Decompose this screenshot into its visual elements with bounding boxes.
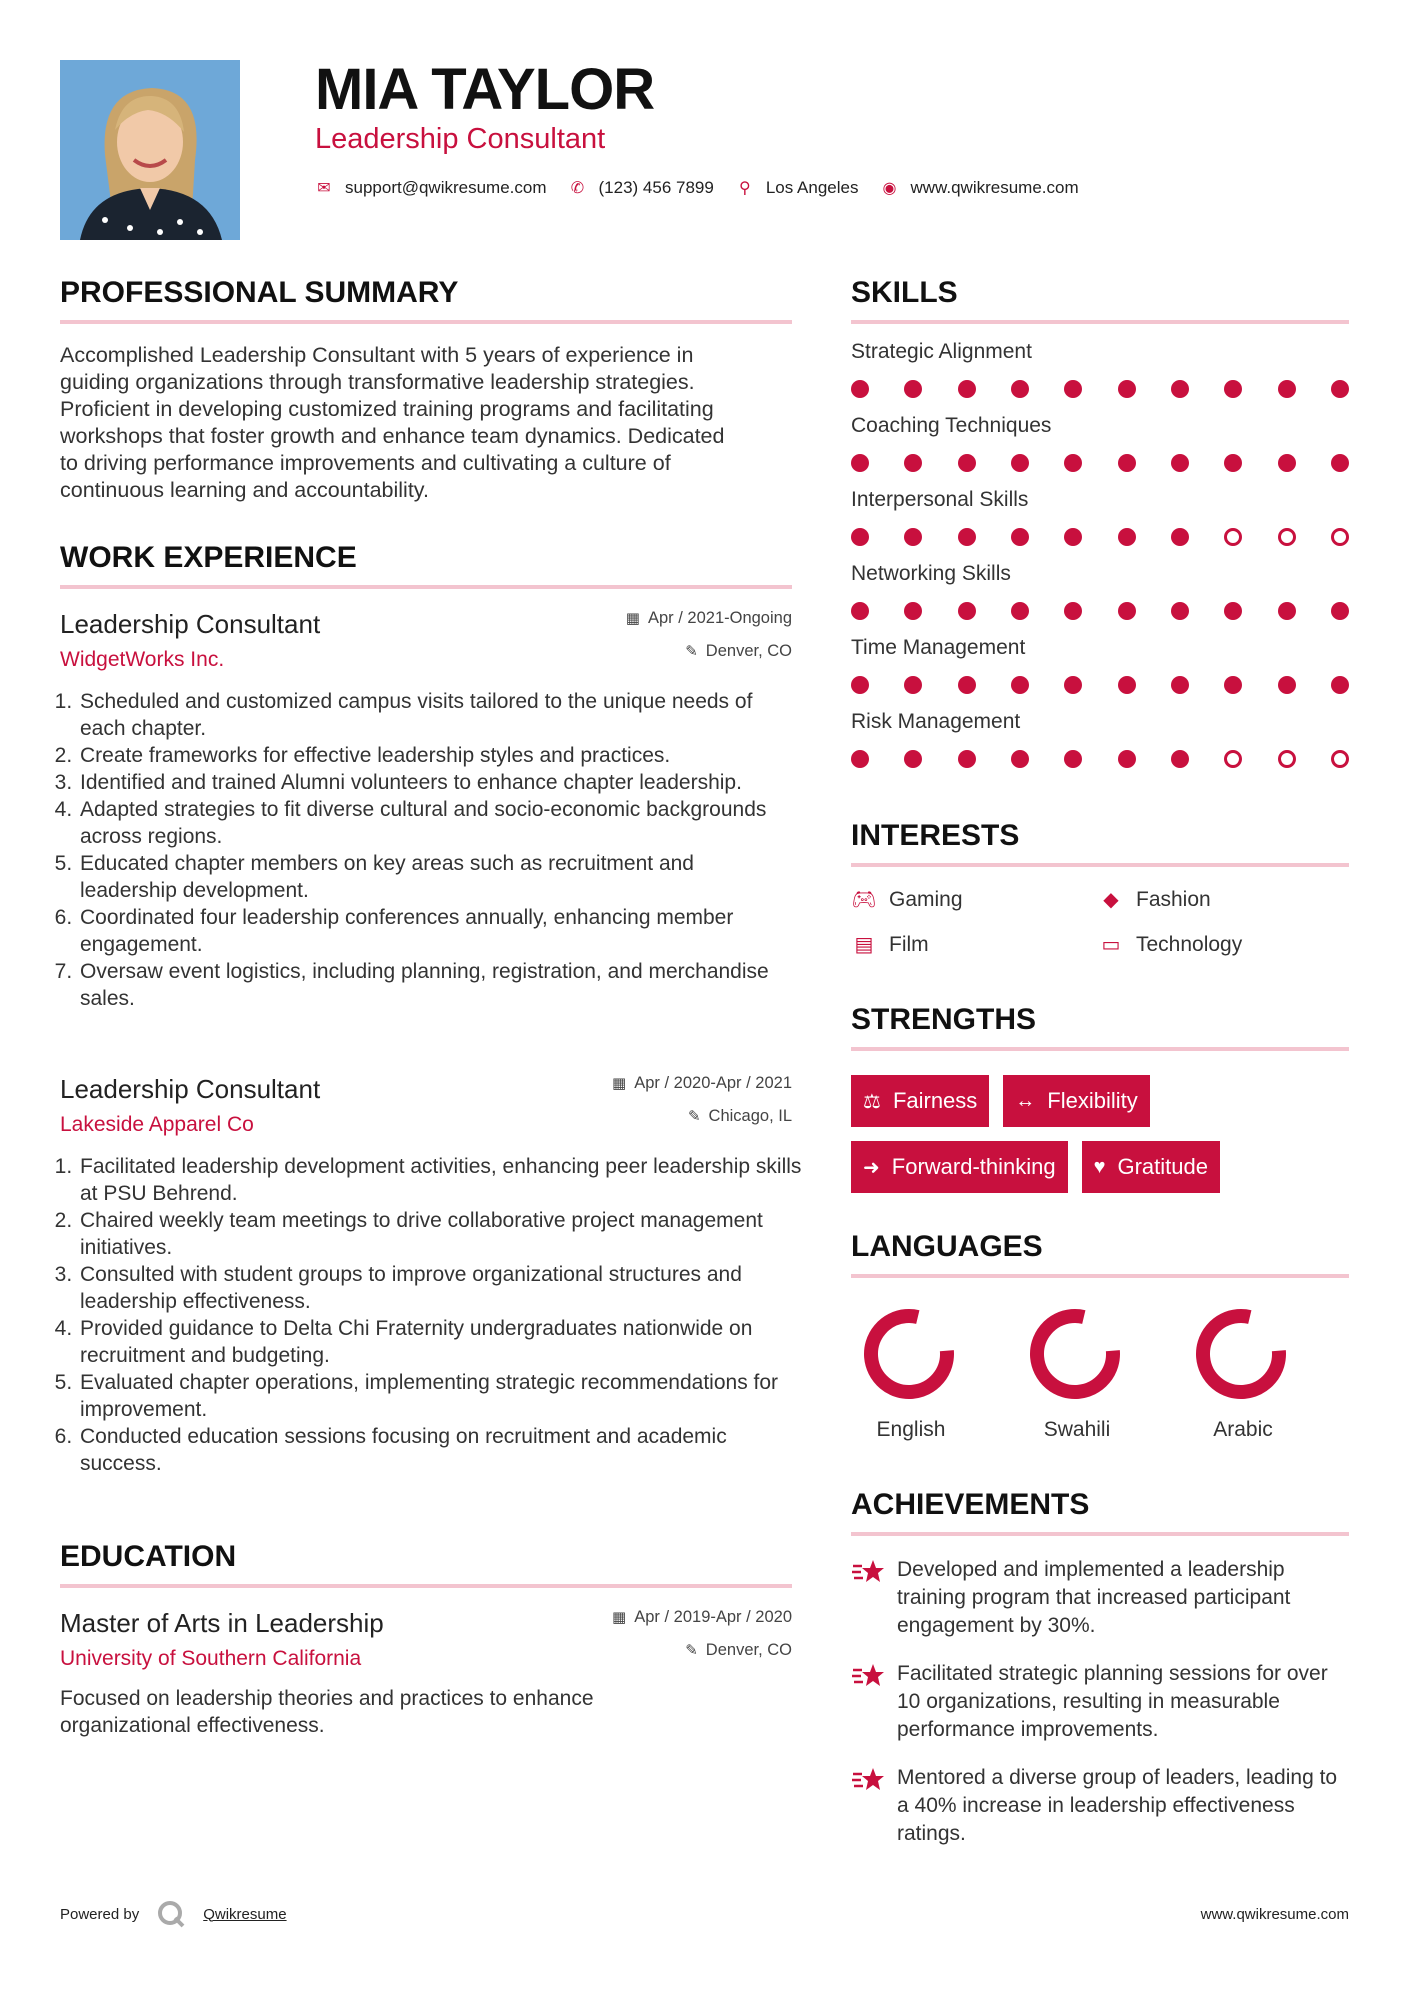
phone-icon: ✆ xyxy=(570,180,585,197)
rating-dot-filled xyxy=(958,602,976,620)
rating-dot-empty xyxy=(1331,750,1349,768)
skill-name: Interpersonal Skills xyxy=(851,488,1029,511)
rating-dot-filled xyxy=(904,676,922,694)
rating-dot-filled xyxy=(1278,676,1296,694)
rating-dot-filled xyxy=(1278,380,1296,398)
skill-name: Coaching Techniques xyxy=(851,414,1052,437)
balance-scale-icon: ⚖ xyxy=(863,1090,881,1113)
achievement-item xyxy=(851,1556,1349,1640)
job-bullet: 6. Conducted education sessions focusing on recruitment and academic success. xyxy=(78,1423,808,1477)
languages-heading: LANGUAGES xyxy=(851,1230,1349,1278)
skill-name: Strategic Alignment xyxy=(851,340,1032,363)
rating-dot-filled xyxy=(1118,528,1136,546)
language-gauge xyxy=(859,1304,959,1404)
language-item xyxy=(1183,1304,1349,1442)
rating-dot-filled xyxy=(904,454,922,472)
rating-dot-filled xyxy=(1331,454,1349,472)
job-bullet: 1. Scheduled and customized campus visits tailored to the unique needs of each chapter. xyxy=(78,688,778,742)
rating-dot-empty xyxy=(1331,528,1349,546)
job-title: Leadership Consultant xyxy=(60,1074,321,1104)
summary-line: to driving performance improvements and cultivating a culture of xyxy=(60,451,671,475)
summary-line: Proficient in developing customized training programs and facilitating xyxy=(60,397,714,421)
interest-label: Fashion xyxy=(1136,887,1211,911)
achievement-item xyxy=(851,1660,1349,1744)
strength-chip xyxy=(851,1075,989,1127)
interest-item xyxy=(851,932,1098,957)
job-bullet: 1. Facilitated leadership development activities, enhancing peer leadership skills at PSU Behrend. xyxy=(78,1153,808,1207)
arrow-right-icon: ➜ xyxy=(863,1156,880,1179)
rating-dot-filled xyxy=(851,528,869,546)
job-bullet: 2. Create frameworks for effective leadership styles and practices. xyxy=(78,742,778,769)
rating-dot-filled xyxy=(1011,750,1029,768)
rating-dot-filled xyxy=(1171,454,1189,472)
rating-dot-filled xyxy=(1224,454,1242,472)
rating-dot-filled xyxy=(1118,602,1136,620)
job-bullet: 5. Educated chapter members on key areas such as recruitment and leadership development. xyxy=(78,850,778,904)
interests-section xyxy=(851,819,1349,957)
arrows-horizontal-icon: ↔ xyxy=(1015,1089,1036,1112)
job-location: Chicago, IL xyxy=(708,1107,792,1125)
pin-icon: ✎ xyxy=(685,1642,698,1659)
language-name: English xyxy=(876,1418,946,1441)
interests-heading: INTERESTS xyxy=(851,819,1349,867)
job-bullet: 4. Provided guidance to Delta Chi Fraternity undergraduates nationwide on recruitment and budgeting. xyxy=(78,1315,808,1369)
calendar-icon: ▦ xyxy=(625,610,640,627)
calendar-icon: ▦ xyxy=(612,1609,627,1626)
language-name: Arabic xyxy=(1213,1418,1273,1441)
job-bullet: 6. Coordinated four leadership conferences annually, enhancing member engagement. xyxy=(78,904,778,958)
footer xyxy=(60,1900,1349,1928)
rating-dot-filled xyxy=(1171,750,1189,768)
rating-dot-filled xyxy=(958,454,976,472)
shooting-star-icon xyxy=(851,1660,885,1690)
skill-name: Time Management xyxy=(851,636,1026,659)
school-name: University of Southern California xyxy=(60,1647,362,1670)
contact-phone[interactable]: (123) 456 7899 xyxy=(598,178,714,197)
job-company: Lakeside Apparel Co xyxy=(60,1113,254,1136)
profile-photo xyxy=(60,60,240,240)
rating-dot-filled xyxy=(1064,528,1082,546)
achievements-section xyxy=(851,1488,1349,1848)
interest-item xyxy=(1098,932,1348,957)
education-dates: Apr / 2019-Apr / 2020 xyxy=(634,1608,792,1626)
rating-dot-filled xyxy=(1118,454,1136,472)
strength-label: Flexibility xyxy=(1047,1088,1138,1113)
skills-list xyxy=(851,340,1349,768)
qwikresume-logo-icon xyxy=(157,1900,185,1928)
summary-section xyxy=(60,276,792,504)
rating-dot-filled xyxy=(1011,602,1029,620)
interest-label: Film xyxy=(889,932,929,956)
summary-line: workshops that foster growth and enhance team dynamics. Dedicated xyxy=(60,424,725,448)
interest-item xyxy=(1098,887,1348,912)
job-bullet: 5. Evaluated chapter operations, implementing strategic recommendations for improvement. xyxy=(78,1369,808,1423)
language-gauge-arc xyxy=(1034,1313,1116,1395)
rating-dot-filled xyxy=(1011,676,1029,694)
contact-bar xyxy=(315,178,1101,198)
rating-dot-filled xyxy=(904,602,922,620)
rating-dot-filled xyxy=(1278,602,1296,620)
rating-dot-filled xyxy=(1118,750,1136,768)
strength-label: Fairness xyxy=(892,1088,978,1113)
summary-line: guiding organizations through transformative leadership strategies. xyxy=(60,370,695,394)
job-dates: Apr / 2020-Apr / 2021 xyxy=(634,1074,792,1092)
skill-name: Networking Skills xyxy=(851,562,1011,585)
calendar-icon: ▦ xyxy=(612,1075,627,1092)
language-gauge xyxy=(1191,1304,1291,1404)
candidate-title: Leadership Consultant xyxy=(315,123,606,155)
education-heading: EDUCATION xyxy=(60,1540,792,1588)
interest-label: Technology xyxy=(1136,932,1243,956)
rating-dot-filled xyxy=(904,750,922,768)
job-entry xyxy=(60,609,792,1012)
rating-dot-filled xyxy=(1118,676,1136,694)
job-dates: Apr / 2021-Ongoing xyxy=(647,609,792,627)
job-bullet: 7. Oversaw event logistics, including planning, registration, and merchandise sales. xyxy=(78,958,778,1012)
rating-dot-filled xyxy=(851,454,869,472)
rating-dot-filled xyxy=(851,602,869,620)
laptop-icon: ▭ xyxy=(1101,934,1121,956)
education-location: Denver, CO xyxy=(705,1641,792,1659)
education-description: Focused on leadership theories and practices to enhance organizational effectiveness. xyxy=(60,1687,594,1737)
job-title: Leadership Consultant xyxy=(60,609,321,639)
rating-dot-filled xyxy=(1118,380,1136,398)
interest-label: Gaming xyxy=(889,887,963,911)
rating-dot-filled xyxy=(1064,676,1082,694)
rating-dot-empty xyxy=(1224,528,1242,546)
skills-section xyxy=(851,276,1349,768)
pin-icon: ✎ xyxy=(687,1108,701,1125)
rating-dot-filled xyxy=(958,676,976,694)
job-entry xyxy=(60,1074,802,1477)
rating-dot-filled xyxy=(1224,602,1242,620)
rating-dot-filled xyxy=(1011,454,1029,472)
degree-title: Master of Arts in Leadership xyxy=(60,1608,384,1638)
pin-icon: ✎ xyxy=(685,643,698,660)
strength-chip xyxy=(1003,1075,1149,1127)
language-item xyxy=(851,1304,1017,1442)
film-icon: ▤ xyxy=(854,934,874,956)
skill-item xyxy=(851,488,1349,546)
summary-line: continuous learning and accountability. xyxy=(60,478,429,502)
rating-dot-filled xyxy=(1331,602,1349,620)
rating-dot-filled xyxy=(1064,602,1082,620)
strength-chip xyxy=(851,1141,1068,1193)
shooting-star-icon xyxy=(851,1764,885,1794)
map-pin-icon: ⚲ xyxy=(738,180,751,197)
job-bullets xyxy=(60,1153,808,1477)
skill-rating xyxy=(851,676,1349,694)
job-company: WidgetWorks Inc. xyxy=(60,648,225,671)
rating-dot-filled xyxy=(1224,676,1242,694)
skill-item xyxy=(851,562,1349,620)
skill-item xyxy=(851,414,1349,472)
education-section xyxy=(60,1540,792,1739)
contact-location: Los Angeles xyxy=(765,178,859,197)
shooting-star-icon xyxy=(851,1556,885,1586)
powered-by-label: Powered by xyxy=(60,1905,140,1923)
experience-section xyxy=(60,541,792,1012)
rating-dot-filled xyxy=(1171,602,1189,620)
gamepad-icon: 🎮︎ xyxy=(851,889,877,911)
language-item xyxy=(1017,1304,1183,1442)
summary-heading: PROFESSIONAL SUMMARY xyxy=(60,276,792,324)
strength-label: Forward-thinking xyxy=(891,1154,1056,1179)
rating-dot-filled xyxy=(1171,676,1189,694)
contact-website[interactable]: www.qwikresume.com xyxy=(910,178,1079,197)
rating-dot-filled xyxy=(1011,528,1029,546)
candidate-name: MIA TAYLOR xyxy=(315,57,655,122)
rating-dot-empty xyxy=(1278,750,1296,768)
language-name: Swahili xyxy=(1043,1418,1111,1441)
rating-dot-filled xyxy=(1064,454,1082,472)
rating-dot-filled xyxy=(1171,380,1189,398)
qwikresume-link[interactable]: Qwikresume xyxy=(203,1905,287,1923)
rating-dot-filled xyxy=(1331,676,1349,694)
languages-section xyxy=(851,1230,1349,1442)
language-gauge xyxy=(1025,1304,1125,1404)
contact-email[interactable]: support@qwikresume.com xyxy=(345,178,547,197)
globe-icon: ◉ xyxy=(882,180,897,197)
interest-item xyxy=(851,887,1098,912)
job-bullet: 2. Chaired weekly team meetings to drive collaborative project management initiatives. xyxy=(78,1207,808,1261)
job-bullets xyxy=(60,688,778,1012)
skills-heading: SKILLS xyxy=(851,276,1349,324)
rating-dot-filled xyxy=(958,380,976,398)
achievement-text: Mentored a diverse group of leaders, leading to a 40% increase in leadership effectiveness ratings. xyxy=(897,1766,1338,1845)
skill-rating xyxy=(851,454,1349,472)
achievement-text: Facilitated strategic planning sessions for over 10 organizations, resulting in measurable performance improvements. xyxy=(897,1662,1328,1741)
rating-dot-filled xyxy=(904,380,922,398)
rating-dot-filled xyxy=(958,750,976,768)
skill-rating xyxy=(851,602,1349,620)
achievements-heading: ACHIEVEMENTS xyxy=(851,1488,1349,1536)
rating-dot-filled xyxy=(1064,380,1082,398)
shopping-bag-icon: ◆ xyxy=(1103,889,1119,911)
job-location: Denver, CO xyxy=(705,642,792,660)
job-bullet: 3. Consulted with student groups to improve organizational structures and leadership effectiveness. xyxy=(78,1261,808,1315)
skill-name: Risk Management xyxy=(851,710,1021,733)
achievement-text: Developed and implemented a leadership training program that increased participant engagement by 30%. xyxy=(897,1558,1291,1637)
interests-list xyxy=(851,887,1349,957)
rating-dot-filled xyxy=(851,676,869,694)
rating-dot-filled xyxy=(1011,380,1029,398)
languages-list xyxy=(851,1304,1349,1442)
rating-dot-filled xyxy=(1224,380,1242,398)
achievements-list xyxy=(851,1556,1349,1848)
achievement-item xyxy=(851,1764,1349,1848)
strengths-heading: STRENGTHS xyxy=(851,1003,1349,1051)
language-gauge-arc xyxy=(1200,1313,1282,1395)
rating-dot-empty xyxy=(1278,528,1296,546)
job-bullet: 4. Adapted strategies to fit diverse cultural and socio-economic backgrounds across regions. xyxy=(78,796,778,850)
rating-dot-filled xyxy=(958,528,976,546)
skill-rating xyxy=(851,750,1349,768)
skill-rating xyxy=(851,380,1349,398)
rating-dot-filled xyxy=(1171,528,1189,546)
heart-icon: ♥ xyxy=(1093,1155,1106,1178)
footer-website[interactable]: www.qwikresume.com xyxy=(1200,1905,1349,1923)
envelope-icon: ✉ xyxy=(317,180,331,197)
summary-line: Accomplished Leadership Consultant with 5 years of experience in xyxy=(60,343,694,367)
rating-dot-filled xyxy=(1064,750,1082,768)
skill-item xyxy=(851,710,1349,768)
experience-heading: WORK EXPERIENCE xyxy=(60,541,792,589)
summary-text xyxy=(60,342,792,504)
strength-label: Gratitude xyxy=(1117,1154,1208,1179)
job-bullet: 3. Identified and trained Alumni volunteers to enhance chapter leadership. xyxy=(78,769,778,796)
rating-dot-filled xyxy=(851,750,869,768)
rating-dot-filled xyxy=(904,528,922,546)
rating-dot-empty xyxy=(1224,750,1242,768)
skill-item xyxy=(851,340,1349,398)
strength-chip xyxy=(1082,1141,1220,1193)
skill-item xyxy=(851,636,1349,694)
rating-dot-filled xyxy=(1278,454,1296,472)
language-gauge-arc xyxy=(868,1313,950,1395)
rating-dot-filled xyxy=(1331,380,1349,398)
rating-dot-filled xyxy=(851,380,869,398)
strengths-section xyxy=(851,1003,1349,1207)
skill-rating xyxy=(851,528,1349,546)
